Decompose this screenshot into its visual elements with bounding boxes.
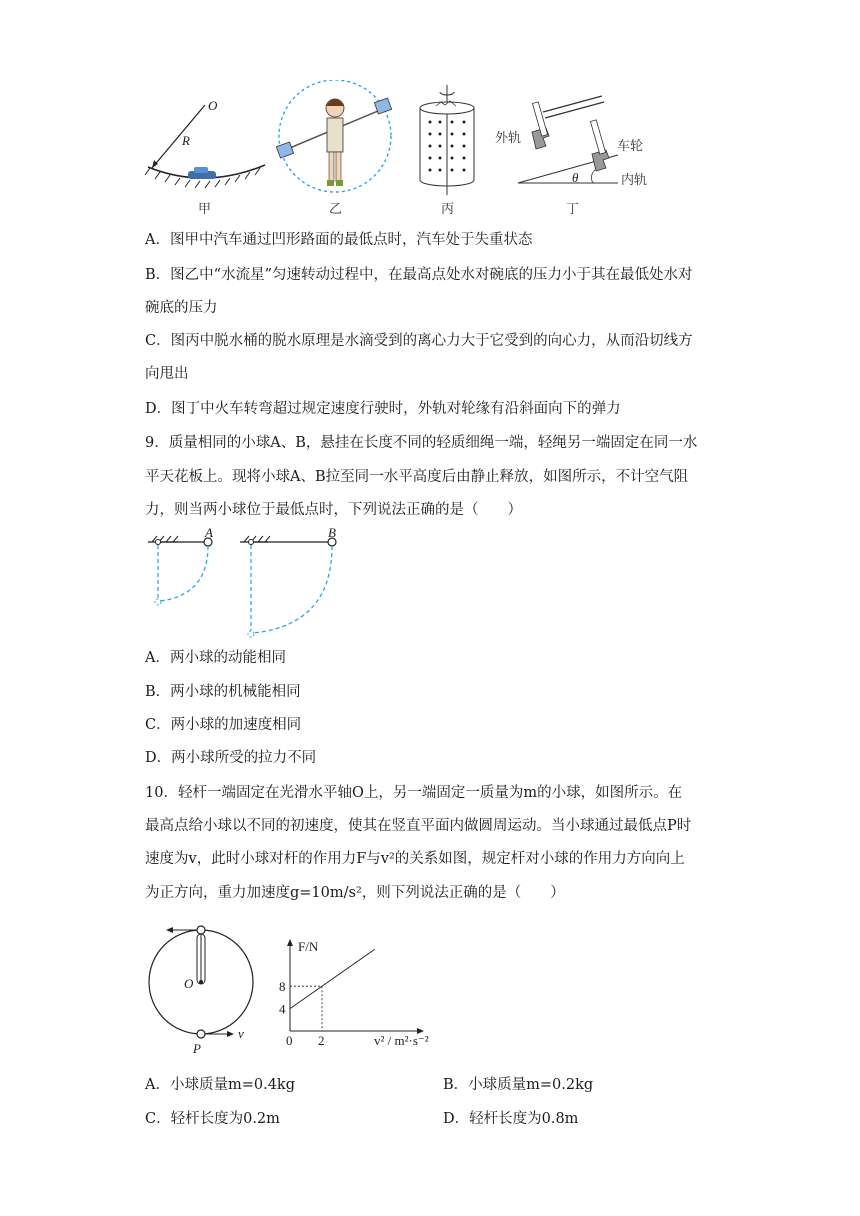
label-outer-rail: 外轨 [495, 131, 522, 146]
q10-option-a: A．小球质量m=0.4kg [145, 1077, 295, 1093]
q10-stem-line-2: 最高点给小球以不同的初速度，使其在竖直平面内做圆周运动。当小球通过最低点P时 [145, 818, 692, 834]
q9-stem-line-3: 力，则当两小球位于最低点时，下列说法正确的是（ ） [145, 502, 522, 518]
q8-option-d: D．图丁中火车转弯超过规定速度行驶时，外轨对轮缘有沿斜面向下的弹力 [145, 401, 621, 417]
figure-jia [145, 98, 265, 217]
q8-option-c-cont: 向甩出 [145, 366, 189, 382]
label-theta: θ [572, 170, 579, 185]
q10-label-p: P [193, 1041, 201, 1056]
q8-option-a: A．图甲中汽车通过凹形路面的最低点时，汽车处于失重状态 [145, 232, 533, 248]
q8-option-b: B．图乙中“水流星”匀速转动过程中，在最高点处水对碗底的压力小于其在最低处水对 [145, 267, 693, 283]
q10-f-v2-chart [270, 935, 450, 1055]
figure-row-top [140, 80, 670, 220]
y-tick-label: 8 [279, 979, 286, 995]
caption-ding: 丁 [566, 202, 580, 217]
q9-stem-line-1: 9．质量相同的小球A、B，悬挂在长度不同的轻质细绳一端，轻绳另一端固定在同一水 [145, 435, 698, 451]
label-wheel: 车轮 [617, 139, 644, 154]
figure-bing [420, 85, 474, 217]
origin-label: 0 [286, 1033, 293, 1048]
caption-yi: 乙 [329, 202, 343, 217]
q9-label-b: B [328, 525, 336, 540]
q10-label-v: v [238, 1026, 244, 1041]
q9-stem-line-2: 平天花板上。现将小球A、B拉至同一水平高度后由静止释放，如图所示，不计空气阻 [145, 469, 689, 485]
figure-ding [495, 96, 647, 217]
data-line [290, 949, 375, 1008]
label-O: O [208, 98, 218, 113]
label-inner-rail: 内轨 [621, 173, 648, 188]
y-tick-label: 4 [279, 1001, 286, 1017]
q10-option-b: B．小球质量m=0.2kg [443, 1077, 594, 1093]
q10-option-d: D．轻杆长度为0.8m [443, 1111, 579, 1127]
q9-pendulum-figure [140, 525, 360, 645]
y-axis-label: F/N [298, 939, 319, 954]
q8-option-c: C．图丙中脱水桶的脱水原理是水滴受到的离心力大于它受到的向心力，从而沿切线方 [145, 333, 693, 349]
y-axis-arrow [287, 939, 293, 946]
x-axis-label: v² / m²·s⁻² [374, 1033, 429, 1048]
q9-option-d: D．两小球所受的拉力不同 [145, 750, 317, 766]
q9-option-a: A．两小球的动能相同 [145, 650, 286, 666]
q9-label-a: A [205, 525, 213, 540]
q10-stem-line-1: 10．轻杆一端固定在光滑水平轴O上，另一端固定一质量为m的小球，如图所示。在 [145, 785, 683, 801]
figure-yi [276, 80, 391, 217]
q10-circle-figure [140, 920, 260, 1060]
q10-stem-line-3: 速度为v，此时小球对杆的作用力F与v²的关系如图，规定杆对小球的作用力方向向上 [145, 851, 685, 867]
caption-jia: 甲 [198, 202, 212, 217]
x-tick-label: 2 [318, 1033, 325, 1048]
q9-option-c: C．两小球的加速度相同 [145, 717, 302, 733]
q8-option-b-cont: 碗底的压力 [145, 300, 218, 316]
q9-option-b: B．两小球的机械能相同 [145, 684, 301, 700]
q10-stem-line-4: 为正方向，重力加速度g=10m/s²，则下列说法正确的是（ ） [145, 885, 565, 901]
caption-bing: 丙 [441, 202, 455, 217]
label-R: R [182, 133, 190, 148]
q10-label-o: O [184, 976, 194, 991]
q10-option-c: C．轻杆长度为0.2m [145, 1111, 280, 1127]
